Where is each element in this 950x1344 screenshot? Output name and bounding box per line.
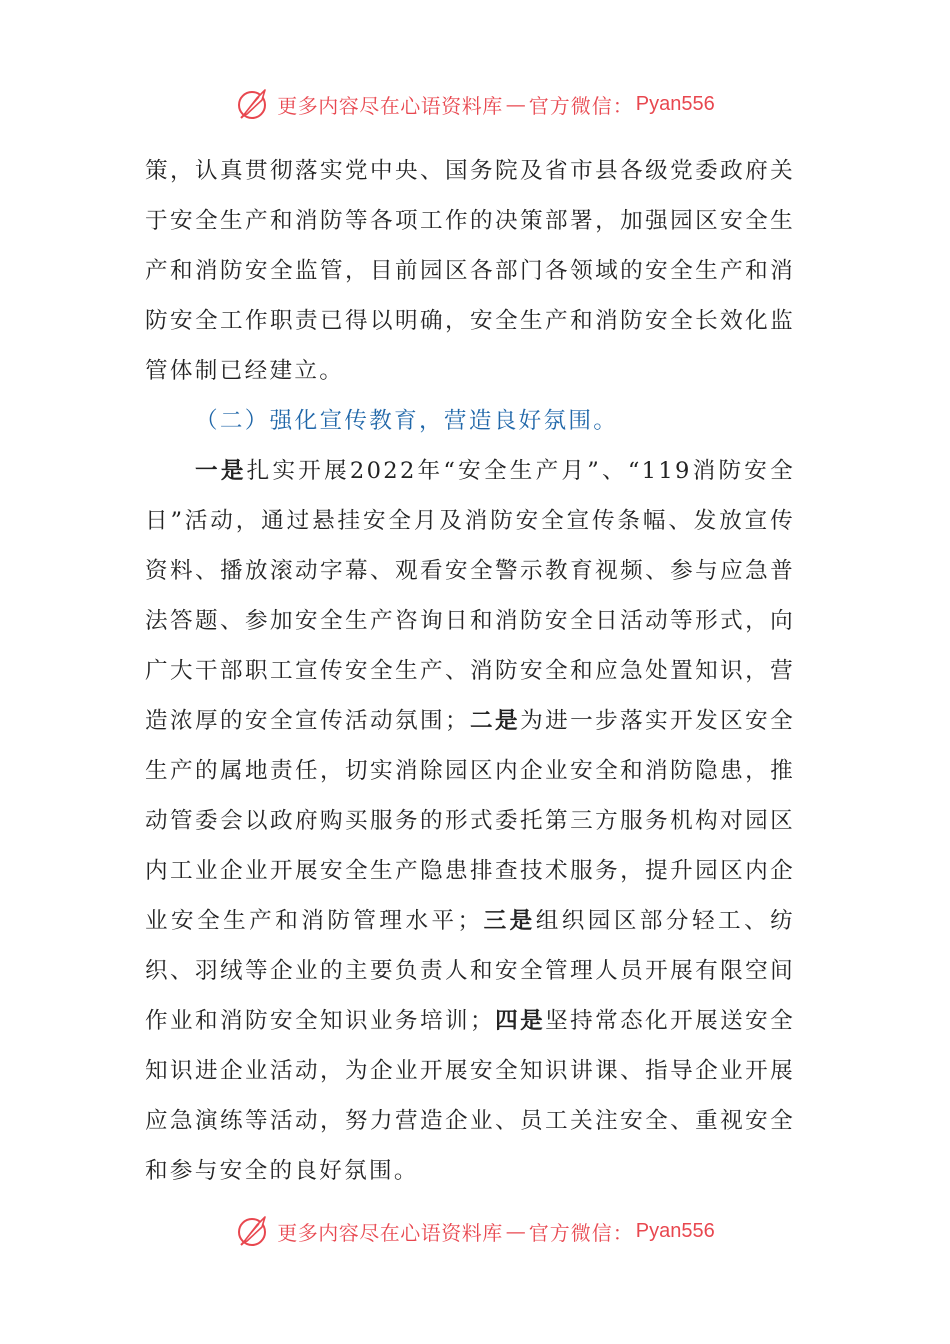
quill-pen-logo-icon xyxy=(235,86,271,122)
banner-wechat-label: 官方微信： xyxy=(528,1220,634,1245)
paragraph-1: 策，认真贯彻落实党中央、国务院及省市县各级党委政府关于安全生产和消防等各项工作的决策部署，加强园区安全生产和消防安全监管，目前园区各部门各领域的安全生产和消防安全工作职责已得以明确，安全生产和消防安全长效化监管体制已经建立。 xyxy=(145,158,795,384)
paragraph-2-text-4: 坚持常态化开展送安全知识进企业活动，为企业开展安全知识讲课、指导企业开展应急演练等活动，努力营造企业、员工关注安全、重视安全和参与安全的良好氛围。 xyxy=(145,1008,796,1184)
paragraph-2-text-2: 为进一步落实开发区安全生产的属地责任，切实消除园区内企业安全和消防隐患，推动管委会以政府购买服务的形式委托第三方服务机构对园区内工业企业开展安全生产隐患排查技术服务，提升园区内企业安全生产和消防管理水平； xyxy=(145,708,795,934)
paragraph-2 xyxy=(145,446,795,1196)
lead-label-1: 一是 xyxy=(195,458,247,484)
paragraph-2-text-1: 扎实开展2022年“安全生产月”、“119消防安全日”活动，通过悬挂安全月及消防安全宣传条幅、发放宣传资料、播放滚动字幕、观看安全警示教育视频、参与应急普法答题、参加安全生产咨询日和消防安全日活动等形式，向广大干部职工宣传安全生产、消防安全和应急处置知识，营造浓厚的安全宣传活动氛围； xyxy=(145,458,795,734)
section-heading: （二）强化宣传教育，营造良好氛围。 xyxy=(195,408,619,434)
lead-label-4: 四是 xyxy=(494,1008,546,1034)
paragraph-2-text-3: 组织园区部分轻工、纺织、羽绒等企业的主要负责人和安全管理人员开展有限空间作业和消防安全知识业务培训； xyxy=(145,908,796,1034)
banner-dash: — xyxy=(505,1219,526,1243)
banner-account: Pyan556 xyxy=(635,1219,715,1242)
quill-pen-logo-icon xyxy=(235,1213,271,1249)
footer-banner xyxy=(0,1211,950,1251)
banner-wechat-label: 官方微信： xyxy=(528,93,634,118)
lead-label-3: 三是 xyxy=(482,908,536,934)
header-banner xyxy=(0,84,950,124)
lead-label-2: 二是 xyxy=(469,708,521,734)
banner-dash: — xyxy=(505,92,526,116)
document-body xyxy=(145,146,795,1196)
banner-account: Pyan556 xyxy=(635,92,715,115)
banner-brand: 更多内容尽在心语资料库 xyxy=(277,1220,503,1245)
banner-brand: 更多内容尽在心语资料库 xyxy=(277,93,503,118)
